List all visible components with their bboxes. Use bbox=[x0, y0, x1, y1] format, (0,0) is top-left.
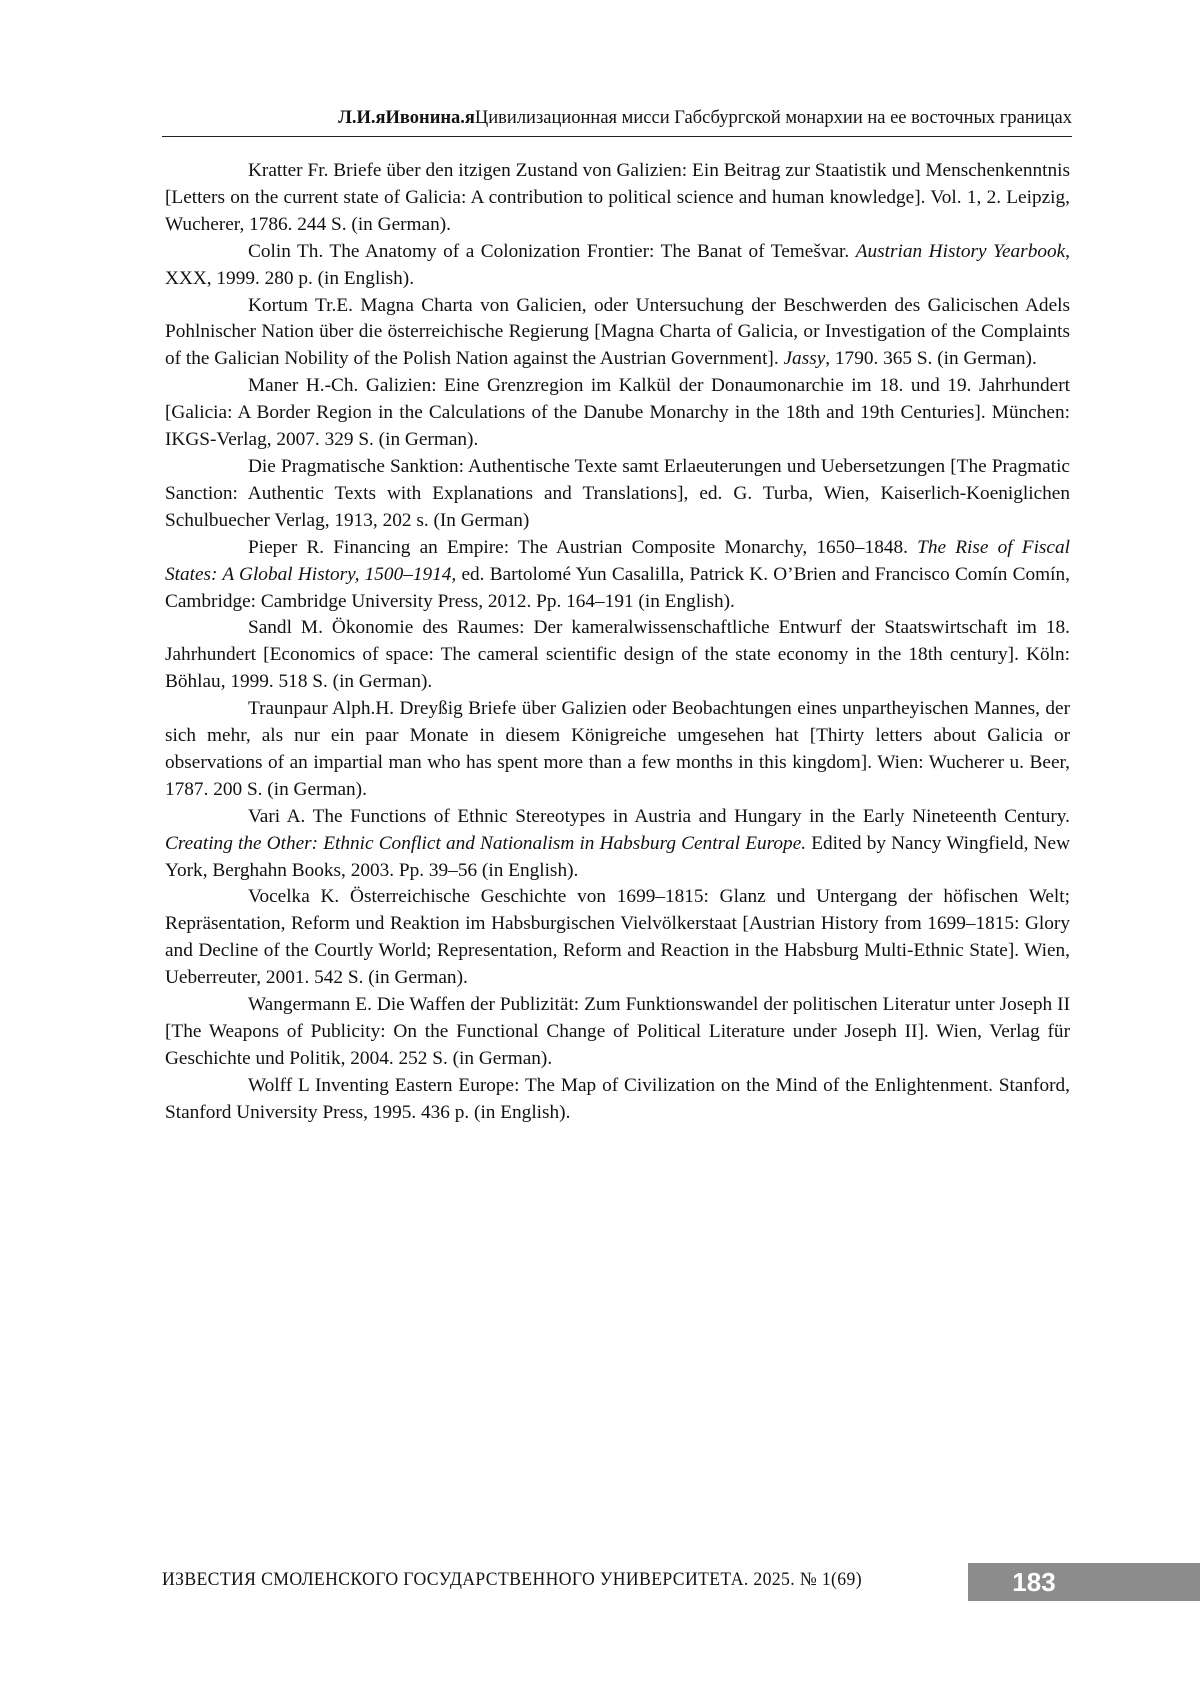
journal-footer: ИЗВЕСТИЯ СМОЛЕНСКОГО ГОСУДАРСТВЕННОГО УНИВЕРСИТЕТА. 2025. № 1(69) bbox=[162, 1569, 862, 1590]
reference-text: ed. Bartolomé Yun Casalilla, Patrick K. O’Brien and Francisco Comín Comín, Cambridge: Cambridge University Press, 2012. Pp. 164–191 (in English). bbox=[165, 563, 1070, 612]
reference-italic-text: Jassy bbox=[783, 348, 826, 370]
reference-text: Wangermann E. Die Waffen der Publizität: Zum Funktionswandel der politischen Literatur unter Joseph II [The Weapons of Publicity: On the Functional Change of Political Literature under Joseph II]. Wien, Verlag für Geschichte und Politik, 2004. 252 S. (in German). bbox=[165, 994, 1070, 1069]
reference-entry bbox=[165, 239, 1070, 293]
reference-list bbox=[165, 158, 1070, 1127]
reference-text: Traunpaur Alph.H. Dreyßig Briefe über Galizien oder Beobachtungen eines unpartheyischen Mannes, der sich mehr, als nur ein paar Monate in diesem Königreiche umgesehen hat [Thirty letters about Galicia or observations of an impartial man who has spent more than a few months in this kingdom]. Wien: Wucherer u. Beer, 1787. 200 S. (in German). bbox=[165, 698, 1070, 800]
reference-entry bbox=[165, 293, 1070, 374]
header-title: Цивилизационная мисси Габсбургской монархии на ее восточных границах bbox=[474, 108, 1072, 128]
running-header bbox=[162, 108, 1072, 129]
reference-entry bbox=[165, 992, 1070, 1073]
reference-entry bbox=[165, 884, 1070, 992]
reference-text: Edited by Nancy Wingfield, New York, Berghahn Books, 2003. Pp. 39–56 (in English). bbox=[165, 832, 1070, 881]
reference-entry bbox=[165, 615, 1070, 696]
reference-text: Kratter Fr. Briefe über den itzigen Zustand von Galizien: Ein Beitrag zur Staatistik und Menschenkenntnis [Letters on the current state of Galicia: A contribution to political science and human knowledge]. Vol. 1, 2. Leipzig, Wucherer, 1786. 244 S. (in German). bbox=[165, 160, 1070, 235]
reference-text: Colin Th. The Anatomy of a Colonization Frontier: The Banat of Temešvar. bbox=[248, 240, 856, 262]
reference-italic-text: Creating the Other: Ethnic Conflict and Nationalism in Habsburg Central Europe. bbox=[165, 832, 807, 854]
header-author: Л.И.яИвонина.я bbox=[338, 108, 475, 128]
reference-text: Maner H.-Ch. Galizien: Eine Grenzregion im Kalkül der Donaumonarchie im 18. und 19. Jahrhundert [Galicia: A Border Region in the Calculations of the Danube Monarchy in the 18th and 19th Centuries]. München: IKGS-Verlag, 2007. 329 S. (in German). bbox=[165, 375, 1070, 451]
reference-text: , 1790. 365 S. (in German). bbox=[825, 348, 1037, 370]
reference-text: Die Pragmatische Sanktion: Authentische Texte samt Erlaeuterungen und Uebersetzungen [The Pragmatic Sanction: Authentic Texts with Explanations and Translations], ed. G. Turba, Wien, Kaiserlich-Koeniglichen Schulbuecher Verlag, 1913, 202 s. (In German) bbox=[165, 455, 1070, 531]
reference-entry bbox=[165, 158, 1070, 239]
reference-entry bbox=[165, 373, 1070, 454]
reference-entry bbox=[165, 696, 1070, 804]
header-divider bbox=[162, 136, 1072, 137]
reference-text: , XXX, 1999. 280 p. (in English). bbox=[165, 240, 1070, 289]
reference-text: Wolff L Inventing Eastern Europe: The Map of Civilization on the Mind of the Enlightenment. Stanford, Stanford University Press, 1995. 436 p. (in English). bbox=[165, 1074, 1070, 1123]
reference-entry bbox=[165, 454, 1070, 535]
page-number: 183 bbox=[1012, 1567, 1056, 1597]
reference-text: Vari A. The Functions of Ethnic Stereotypes in Austria and Hungary in the Early Nineteenth Century. bbox=[248, 805, 1070, 827]
reference-text: Vocelka K. Österreichische Geschichte von 1699–1815: Glanz und Untergang der höfischen Welt; Repräsentation, Reform und Reaktion im Habsburgischen Vielvölkerstaat [Austrian History from 1699–1815: Glory and Decline of the Courtly World; Representation, Reform and Reaction in the Habsburg Multi-Ethnic State]. Wien, Ueberreuter, 2001. 542 S. (in German). bbox=[165, 886, 1070, 989]
page-number-box bbox=[968, 1563, 1200, 1601]
reference-italic-text: The Rise of Fiscal States: A Global History, 1500–1914, bbox=[165, 536, 1070, 585]
reference-entry bbox=[165, 535, 1070, 616]
reference-entry bbox=[165, 804, 1070, 885]
reference-text: Sandl M. Ökonomie des Raumes: Der kameralwissenschaftliche Entwurf der Staatswirtschaft im 18. Jahrhundert [Economics of space: The cameral scientific design of the state economy in the 18th century]. Köln: Böhlau, 1999. 518 S. (in German). bbox=[165, 617, 1070, 693]
reference-entry bbox=[165, 1073, 1070, 1127]
reference-italic-text: Austrian History Yearbook bbox=[855, 240, 1066, 262]
reference-text: Kortum Tr.E. Magna Charta von Galicien, oder Untersuchung der Beschwerden des Galicischen Adels Pohlnischer Nation über die österreichische Regierung [Magna Charta of Galicia, or Investigation of the Complaints of the Galician Nobility of the Polish Nation against the Austrian Government]. bbox=[165, 294, 1070, 370]
reference-text: Pieper R. Financing an Empire: The Austrian Composite Monarchy, 1650–1848. bbox=[248, 536, 918, 558]
